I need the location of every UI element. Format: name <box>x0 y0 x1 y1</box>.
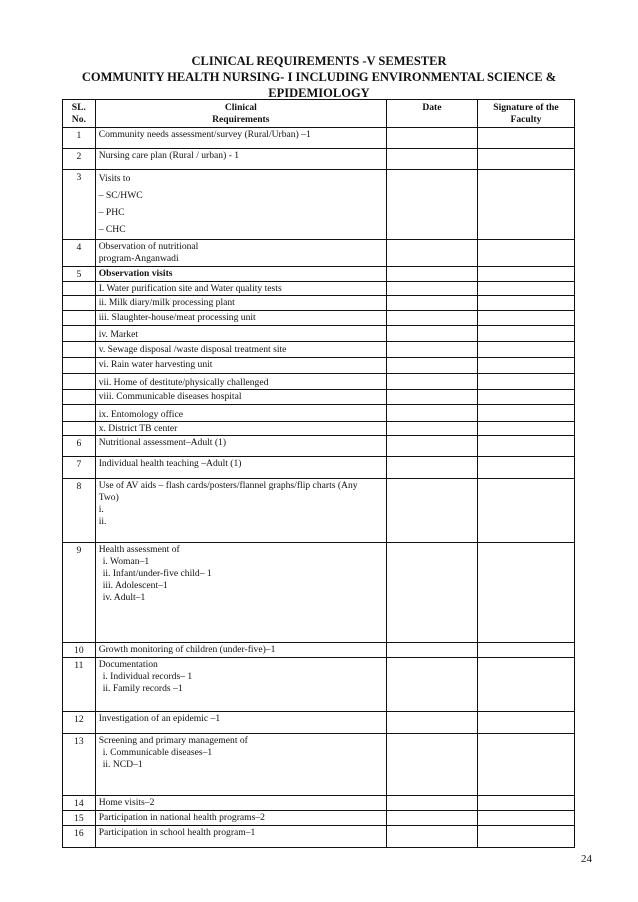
requirement-cell <box>95 240 386 267</box>
requirement-cell <box>95 734 386 796</box>
requirement-cell <box>95 374 386 390</box>
date-cell[interactable] <box>386 311 477 326</box>
sl-number <box>63 326 96 342</box>
signature-cell[interactable] <box>477 436 574 457</box>
title-line-2: COMMUNITY HEALTH NURSING- I INCLUDING ENVIRONMENTAL SCIENCE & <box>81 70 557 84</box>
requirement-cell <box>95 543 386 643</box>
signature-cell[interactable] <box>477 543 574 643</box>
requirement-cell <box>95 170 386 240</box>
requirement-cell <box>95 311 386 326</box>
requirement-text: – CHC <box>98 224 126 235</box>
requirement-text: ii. Family records –1 <box>102 683 183 694</box>
sl-number: 12 <box>63 712 96 734</box>
signature-cell[interactable] <box>477 128 574 149</box>
signature-cell[interactable] <box>477 374 574 390</box>
requirement-text: i. <box>98 504 104 515</box>
signature-cell[interactable] <box>477 658 574 712</box>
requirement-text: Growth monitoring of children (under-five)–1 <box>98 644 276 655</box>
signature-cell[interactable] <box>477 422 574 436</box>
signature-cell[interactable] <box>477 311 574 326</box>
signature-cell[interactable] <box>477 390 574 405</box>
date-cell[interactable] <box>386 734 477 796</box>
signature-cell[interactable] <box>477 296 574 311</box>
requirement-text: Nutritional assessment–Adult (1) <box>98 437 227 448</box>
requirement-text: Participation in school health program–1 <box>98 827 256 838</box>
date-cell[interactable] <box>386 811 477 826</box>
table-row <box>63 311 575 326</box>
sl-number <box>63 358 96 374</box>
requirement-text: Investigation of an epidemic –1 <box>98 713 221 724</box>
requirement-text: Nursing care plan (Rural / urban) - 1 <box>98 150 240 161</box>
requirement-cell <box>95 282 386 296</box>
sl-number: 13 <box>63 734 96 796</box>
table-row <box>63 128 575 149</box>
requirement-cell <box>95 326 386 342</box>
requirement-cell <box>95 796 386 811</box>
signature-cell[interactable] <box>477 282 574 296</box>
table-header-row <box>63 100 575 128</box>
sl-number <box>63 296 96 311</box>
requirement-text: viii. Communicable diseases hospital <box>98 391 242 402</box>
table-row <box>63 267 575 282</box>
requirement-cell <box>95 457 386 479</box>
requirement-cell <box>95 358 386 374</box>
requirement-text: Visits to <box>98 173 131 184</box>
date-cell[interactable] <box>386 643 477 658</box>
sl-number: 15 <box>63 811 96 826</box>
requirement-cell <box>95 128 386 149</box>
requirement-cell <box>95 826 386 848</box>
requirement-text: ii. Infant/under-five child– 1 <box>102 568 212 579</box>
date-cell[interactable] <box>386 457 477 479</box>
sl-number: 2 <box>63 149 96 170</box>
table-row <box>63 170 575 240</box>
requirement-text: iii. Adolescent–1 <box>102 580 168 591</box>
requirement-text: Health assessment of <box>98 544 180 555</box>
date-cell[interactable] <box>386 240 477 267</box>
signature-cell[interactable] <box>477 342 574 358</box>
requirement-cell <box>95 658 386 712</box>
table-row <box>63 457 575 479</box>
signature-cell[interactable] <box>477 734 574 796</box>
table-row <box>63 658 575 712</box>
table-row <box>63 826 575 848</box>
requirement-text: Screening and primary management of <box>98 735 248 746</box>
requirement-text: ii. Milk diary/milk processing plant <box>98 297 235 308</box>
sl-number <box>63 422 96 436</box>
date-cell[interactable] <box>386 282 477 296</box>
sl-number: 3 <box>63 170 96 240</box>
sl-number: 1 <box>63 128 96 149</box>
header-sl: SL. No. <box>63 100 96 128</box>
date-cell[interactable] <box>386 712 477 734</box>
date-cell[interactable] <box>386 405 477 422</box>
requirement-text: vi. Rain water harvesting unit <box>98 359 213 370</box>
signature-cell[interactable] <box>477 479 574 543</box>
title-line-1: CLINICAL REQUIREMENTS -V SEMESTER <box>191 54 447 68</box>
requirement-cell <box>95 436 386 457</box>
table-row <box>63 358 575 374</box>
signature-cell[interactable] <box>477 796 574 811</box>
table-row <box>63 479 575 543</box>
sl-number: 7 <box>63 457 96 479</box>
signature-cell[interactable] <box>477 643 574 658</box>
table-row <box>63 811 575 826</box>
sl-number: 5 <box>63 267 96 282</box>
table-row <box>63 240 575 267</box>
requirement-text: I. Water purification site and Water quality tests <box>98 283 282 294</box>
requirement-text: Two) <box>98 492 119 503</box>
sl-number: 14 <box>63 796 96 811</box>
date-cell[interactable] <box>386 296 477 311</box>
date-cell[interactable] <box>386 149 477 170</box>
requirement-text: program-Anganwadi <box>98 253 179 264</box>
sl-number <box>63 311 96 326</box>
signature-cell[interactable] <box>477 149 574 170</box>
date-cell[interactable] <box>386 796 477 811</box>
requirement-text: Use of AV aids – flash cards/posters/flannel graphs/flip charts (Any <box>98 480 358 491</box>
table-row <box>63 149 575 170</box>
requirement-text: ix. Entomology office <box>98 409 183 420</box>
table-row <box>63 374 575 390</box>
sl-number: 16 <box>63 826 96 848</box>
date-cell[interactable] <box>386 422 477 436</box>
requirement-text: Documentation <box>98 659 158 670</box>
table-row <box>63 543 575 643</box>
signature-cell[interactable] <box>477 240 574 267</box>
date-cell[interactable] <box>386 326 477 342</box>
sl-number <box>63 405 96 422</box>
signature-cell[interactable] <box>477 358 574 374</box>
signature-cell[interactable] <box>477 405 574 422</box>
sl-number <box>63 342 96 358</box>
requirement-cell <box>95 712 386 734</box>
requirement-text: Community needs assessment/survey (Rural/Urban) –1 <box>98 129 311 140</box>
sl-number: 8 <box>63 479 96 543</box>
sl-number: 11 <box>63 658 96 712</box>
signature-cell[interactable] <box>477 826 574 848</box>
sl-number <box>63 390 96 405</box>
date-cell[interactable] <box>386 358 477 374</box>
sl-number <box>63 374 96 390</box>
requirement-cell <box>95 267 386 282</box>
date-cell[interactable] <box>386 826 477 848</box>
requirement-text: i. Communicable diseases–1 <box>102 747 213 758</box>
date-cell[interactable] <box>386 479 477 543</box>
sl-number: 9 <box>63 543 96 643</box>
signature-cell[interactable] <box>477 457 574 479</box>
sl-number: 6 <box>63 436 96 457</box>
date-cell[interactable] <box>386 342 477 358</box>
requirement-cell <box>95 643 386 658</box>
date-cell[interactable] <box>386 543 477 643</box>
date-cell[interactable] <box>386 390 477 405</box>
date-cell[interactable] <box>386 128 477 149</box>
requirement-text: i. Woman–1 <box>102 556 150 567</box>
header-date: Date <box>386 100 477 128</box>
requirement-cell <box>95 479 386 543</box>
requirement-text: iv. Adult–1 <box>102 592 146 603</box>
table-row <box>63 422 575 436</box>
page-number: 24 <box>581 853 592 865</box>
signature-cell[interactable] <box>477 326 574 342</box>
requirement-text: i. Individual records– 1 <box>102 671 193 682</box>
requirement-text: v. Sewage disposal /waste disposal treatment site <box>98 344 287 355</box>
requirement-cell <box>95 405 386 422</box>
date-cell[interactable] <box>386 436 477 457</box>
requirement-cell <box>95 149 386 170</box>
table-row <box>63 734 575 796</box>
requirement-text: iii. Slaughter-house/meat processing unit <box>98 312 256 323</box>
table-row <box>63 796 575 811</box>
table-row <box>63 296 575 311</box>
requirement-cell <box>95 811 386 826</box>
requirement-text: Individual health teaching –Adult (1) <box>98 458 242 469</box>
requirement-text: vii. Home of destitute/physically challenged <box>98 377 269 388</box>
date-cell[interactable] <box>386 170 477 240</box>
table-row <box>63 342 575 358</box>
table-row <box>63 405 575 422</box>
signature-cell[interactable] <box>477 811 574 826</box>
requirement-text: – PHC <box>98 207 125 218</box>
requirement-cell <box>95 342 386 358</box>
table-row <box>63 643 575 658</box>
requirement-cell <box>95 296 386 311</box>
requirement-text: – SC/HWC <box>98 190 143 201</box>
requirement-text: Observation of nutritional <box>98 241 199 252</box>
title-line-3: EPIDEMIOLOGY <box>268 86 370 100</box>
date-cell[interactable] <box>386 658 477 712</box>
date-cell[interactable] <box>386 267 477 282</box>
signature-cell[interactable] <box>477 267 574 282</box>
signature-cell[interactable] <box>477 712 574 734</box>
requirement-text: ii. NCD–1 <box>102 759 143 770</box>
table-row <box>63 436 575 457</box>
requirement-text: ii. <box>98 516 107 527</box>
table-row <box>63 326 575 342</box>
header-signature: Signature of the Faculty <box>477 100 574 128</box>
header-clinical: Clinical Requirements <box>95 100 386 128</box>
requirement-text: Participation in national health programs–2 <box>98 812 265 823</box>
requirement-cell <box>95 422 386 436</box>
requirement-text: Observation visits <box>98 268 173 279</box>
table-row <box>63 390 575 405</box>
sl-number <box>63 282 96 296</box>
requirement-text: x. District TB center <box>98 423 178 434</box>
date-cell[interactable] <box>386 374 477 390</box>
signature-cell[interactable] <box>477 170 574 240</box>
requirement-text: iv. Market <box>98 329 139 340</box>
table-row <box>63 712 575 734</box>
table-row <box>63 282 575 296</box>
requirement-cell <box>95 390 386 405</box>
sl-number: 4 <box>63 240 96 267</box>
requirements-table <box>62 99 575 848</box>
sl-number: 10 <box>63 643 96 658</box>
requirement-text: Home visits–2 <box>98 797 155 808</box>
